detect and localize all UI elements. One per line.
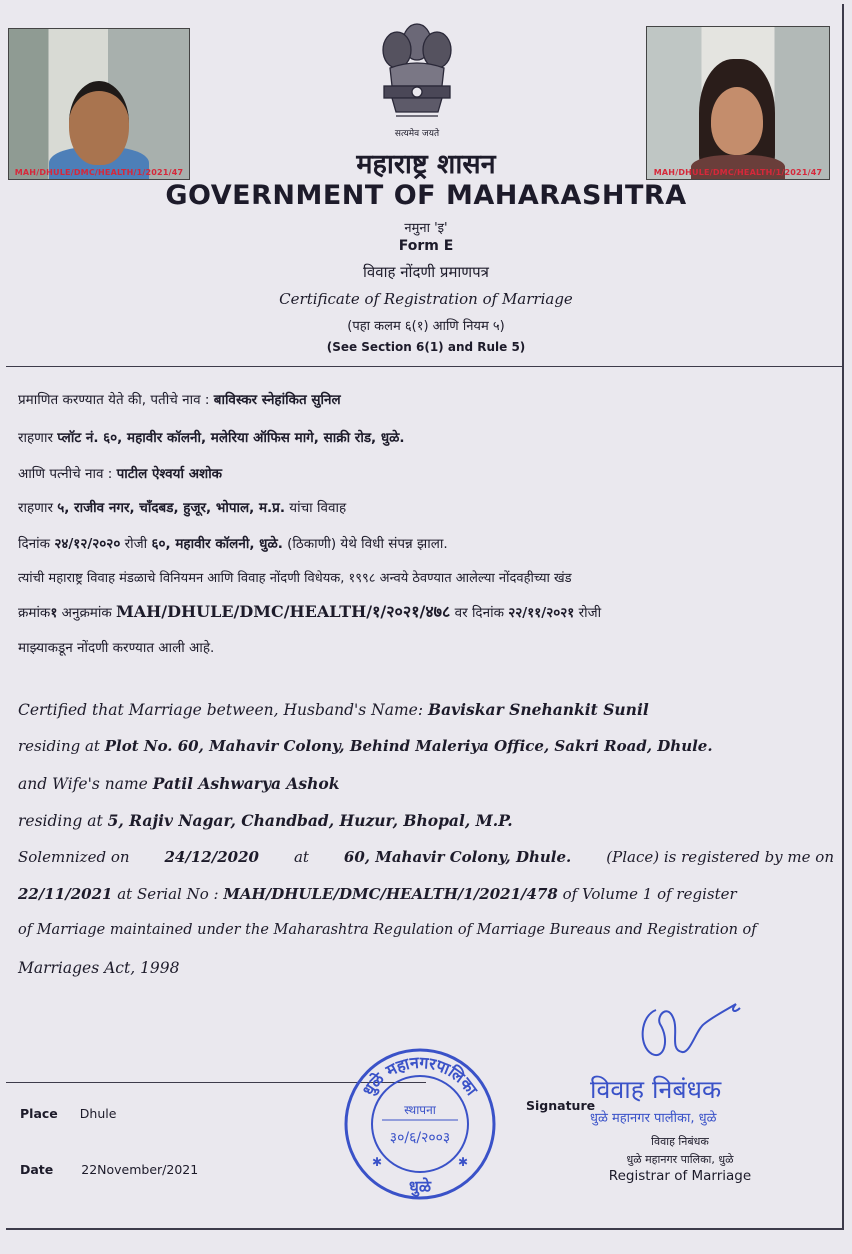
static-text: and Wife's name bbox=[18, 775, 153, 793]
stamp-top-text: धुळे महानगरपालिका bbox=[358, 1052, 482, 1099]
date-label: Date bbox=[20, 1162, 54, 1177]
wife-address-marathi: ५, राजीव नगर, चाँदबड, हुजूर, भोपाल, म.प्र. bbox=[57, 500, 285, 516]
static-text: दिनांक bbox=[18, 536, 55, 552]
static-text: (ठिकाणी) येथे विधी संपन्न झाला. bbox=[282, 536, 448, 552]
marathi-line-5 bbox=[18, 534, 448, 552]
registrar-stamp-title: विवाह निबंधक bbox=[590, 1075, 722, 1104]
date-field bbox=[20, 1162, 198, 1177]
stamp-bottom-text: धुळे bbox=[408, 1177, 432, 1196]
stamp-date-text: ३०/६/२००३ bbox=[389, 1130, 451, 1146]
section-reference-english: (See Section 6(1) and Rule 5) bbox=[326, 340, 526, 354]
english-line-6 bbox=[18, 885, 737, 903]
static-text: (Place) is registered by me on bbox=[606, 848, 834, 866]
date-value: 22November/2021 bbox=[81, 1162, 199, 1177]
english-line-5 bbox=[18, 848, 834, 866]
form-english: Form E bbox=[398, 238, 454, 254]
static-text: यांचा विवाह bbox=[284, 500, 347, 516]
marathi-line-4 bbox=[18, 498, 346, 516]
english-line-4 bbox=[18, 811, 513, 830]
static-text: क्रमांक bbox=[18, 605, 51, 621]
static-text: आणि पत्नीचे नाव : bbox=[18, 466, 117, 482]
marathi-line-1 bbox=[18, 390, 341, 408]
marathi-line-8: माझ्याकडून नोंदणी करण्यात आली आहे. bbox=[18, 640, 215, 656]
registration-date-english: 22/11/2021 bbox=[18, 885, 113, 903]
static-text: राहणार bbox=[18, 500, 58, 516]
place-value: Dhule bbox=[79, 1106, 117, 1121]
english-line-8: Marriages Act, 1998 bbox=[18, 959, 180, 977]
title-marathi: महाराष्ट्र शासन bbox=[356, 149, 496, 180]
serial-number-english: MAH/DHULE/DMC/HEALTH/1/2021/478 bbox=[223, 885, 558, 903]
certificate-title-marathi: विवाह नोंदणी प्रमाणपत्र bbox=[363, 263, 489, 281]
husband-address-english: Plot No. 60, Mahavir Colony, Behind Maleriya Office, Sakri Road, Dhule. bbox=[104, 737, 713, 755]
serial-number-marathi: MAH/DHULE/DMC/HEALTH/१/२०२१/४७८ bbox=[116, 602, 451, 621]
marriage-place-english: 60, Mahavir Colony, Dhule. bbox=[343, 848, 572, 866]
static-text: प्रमाणित करण्यात येते की, पतीचे नाव : bbox=[18, 392, 214, 408]
husband-name-marathi: बाविस्कर स्नेहांकित सुनिल bbox=[213, 392, 341, 408]
signature-label-text: Signature bbox=[526, 1098, 596, 1113]
form-marathi: नमुना 'इ' bbox=[404, 221, 448, 236]
husband-name-english: Baviskar Snehankit Sunil bbox=[428, 700, 649, 719]
static-text: at Serial No : bbox=[112, 885, 224, 903]
wife-name-english: Patil Ashwarya Ashok bbox=[152, 774, 340, 793]
english-line-1 bbox=[18, 700, 649, 719]
registrar-org-marathi: धुळे महानगर पालिका, धुळे bbox=[626, 1153, 734, 1166]
stamp-middle-text: स्थापना bbox=[404, 1103, 436, 1117]
static-text: वर दिनांक bbox=[450, 605, 509, 621]
national-emblem-icon bbox=[372, 12, 462, 124]
english-line-7: of Marriage maintained under the Maharashtra Regulation of Marriage Bureaus and Registration of bbox=[18, 922, 757, 938]
stamp-star-icon: ✱ bbox=[458, 1155, 469, 1169]
static-text: residing at bbox=[18, 812, 108, 830]
wife-photo-caption: MAH/DHULE/DMC/HEALTH/1/2021/47 bbox=[653, 168, 823, 177]
static-text: of Volume 1 of register bbox=[557, 885, 737, 903]
static-text: राहणार bbox=[18, 430, 58, 446]
registrar-title-marathi: विवाह निबंधक bbox=[651, 1135, 709, 1148]
marathi-line-7 bbox=[18, 600, 601, 622]
wife-address-english: 5, Rajiv Nagar, Chandbad, Huzur, Bhopal, M.P. bbox=[107, 811, 513, 830]
marriage-place-marathi: ६०, महावीर कॉलनी, धुळे. bbox=[151, 536, 283, 552]
wife-name-marathi: पाटील ऐश्वर्या अशोक bbox=[116, 466, 223, 482]
place-label: Place bbox=[20, 1106, 58, 1121]
static-text: अनुक्रमांक bbox=[57, 605, 117, 621]
marathi-line-2 bbox=[18, 428, 405, 446]
section-reference-marathi: (पहा कलम ६(१) आणि नियम ५) bbox=[347, 319, 505, 334]
signature-label bbox=[526, 1098, 595, 1113]
english-line-3 bbox=[18, 774, 340, 793]
static-text: residing at bbox=[18, 737, 105, 755]
place-field bbox=[20, 1106, 116, 1121]
certificate-title-english: Certificate of Registration of Marriage bbox=[279, 290, 573, 308]
stamp-star-icon: ✱ bbox=[372, 1155, 383, 1169]
registration-date-marathi: २२/११/२०२१ bbox=[508, 605, 575, 621]
registrar-stamp-subtitle: धुळे महानगर पालीका, धुळे bbox=[590, 1111, 717, 1126]
registrar-title-english: Registrar of Marriage bbox=[608, 1168, 752, 1184]
english-line-2 bbox=[18, 737, 713, 755]
header-divider bbox=[6, 366, 842, 367]
municipal-stamp bbox=[342, 1046, 498, 1202]
static-text: रोजी bbox=[574, 605, 602, 621]
husband-address-marathi: प्लॉट नं. ६०, महावीर कॉलनी, मलेरिया ऑफिस मागे, साक्री रोड, धुळे. bbox=[57, 430, 405, 446]
marathi-line-3 bbox=[18, 464, 222, 482]
marathi-line-6: त्यांची महाराष्ट्र विवाह मंडळाचे विनियमन आणि विवाह नोंदणी विधेयक, १९९८ अन्वये ठेवण्यात आलेल्या नोंदवहीच्या खंड bbox=[18, 571, 572, 586]
title-english: GOVERNMENT OF MAHARASHTRA bbox=[165, 180, 687, 211]
static-text: Certified that Marriage between, Husband's Name: bbox=[18, 701, 429, 719]
static-text: रोजी bbox=[120, 536, 152, 552]
volume-number-marathi: १ bbox=[50, 605, 58, 621]
registrar-signature bbox=[630, 980, 750, 1070]
husband-photo-caption: MAH/DHULE/DMC/HEALTH/1/2021/47 bbox=[14, 168, 184, 177]
static-text: at bbox=[293, 848, 309, 866]
marriage-date-english: 24/12/2020 bbox=[164, 848, 259, 866]
emblem-motto: सत्यमेव जयते bbox=[394, 129, 440, 139]
marriage-date-marathi: २४/१२/२०२० bbox=[54, 536, 121, 552]
static-text: Solemnized on bbox=[18, 848, 130, 866]
